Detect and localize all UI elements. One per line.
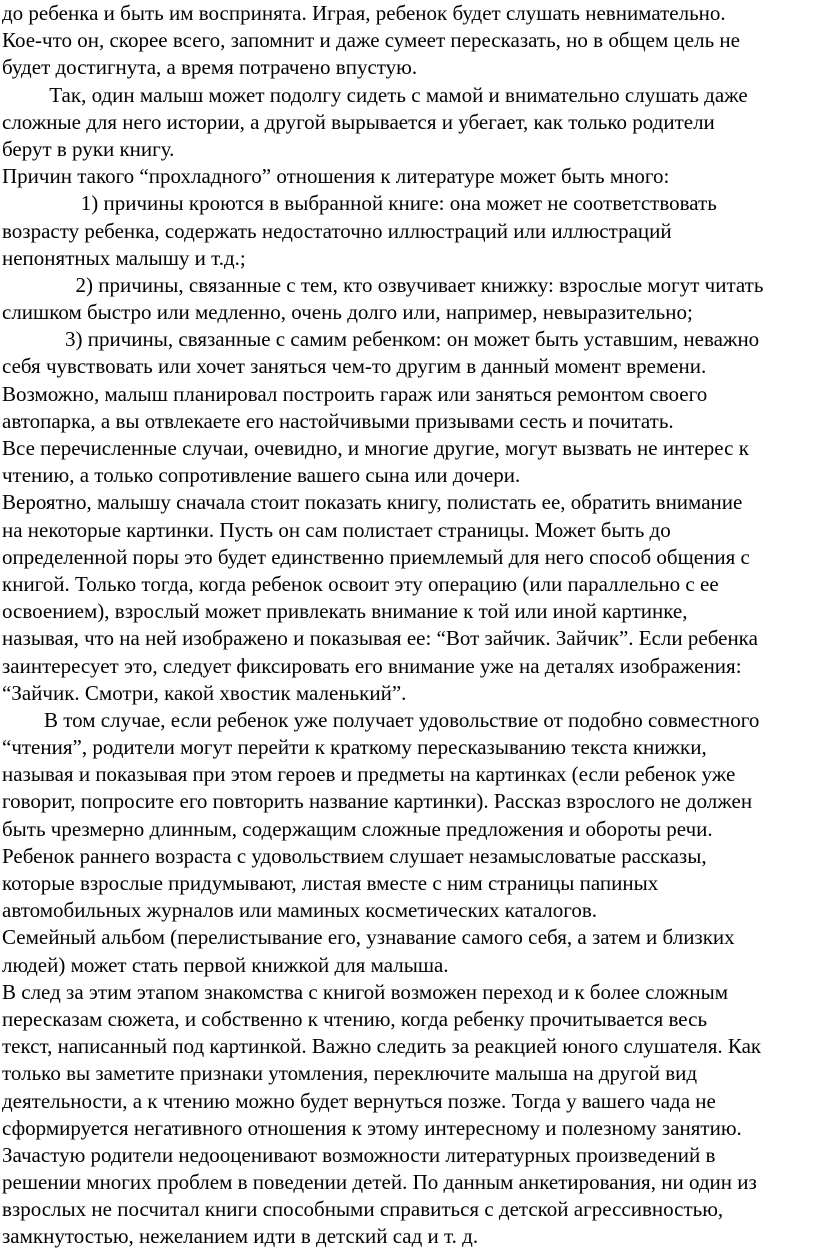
text-line: быть чрезмерно длинным, содержащим сложные предложения и обороты речи. — [2, 816, 713, 841]
text-line: чтению, а только сопротивление вашего сына или дочери. — [2, 463, 521, 488]
text-line: В след за этим этапом знакомства с книгой возможен переход и к более сложным — [2, 979, 729, 1004]
text-line: Ребенок раннего возраста с удовольствием слушает незамысловатые рассказы, — [2, 843, 707, 868]
text-line: Кое-что он, скорее всего, запомнит и даже сумеет пересказать, но в общем цель не — [2, 28, 740, 53]
text-line: берут в руки книгу. — [2, 136, 175, 161]
text-line: книгой. Только тогда, когда ребенок освоит эту операцию (или параллельно с ее — [2, 571, 719, 596]
text-line: непонятных малышу и т.д.; — [2, 245, 246, 270]
text-line: решении многих проблем в поведении детей. По данным анкетирования, ни один из — [2, 1170, 757, 1195]
text-line: говорит, попросите его повторить название картинки). Рассказ взрослого не должен — [2, 789, 753, 814]
text-line: Так, один малыш может подолгу сидеть с мамой и внимательно слушать даже — [2, 82, 748, 107]
text-line: заинтересует это, следует фиксировать его внимание уже на деталях изображения: — [2, 653, 742, 678]
text-line: которые взрослые придумывают, листая вместе с ним страницы папиных — [2, 871, 659, 895]
text-line: деятельности, а к чтению можно будет вернуться позже. Тогда у вашего чада не — [2, 1088, 716, 1113]
text-line: текст, написанный под картинкой. Важно следить за реакцией юного слушателя. Как — [2, 1034, 762, 1059]
text-line: будет достигнута, а время потрачено впустую. — [2, 55, 418, 80]
text-line: автомобильных журналов или маминых косметических каталогов. — [2, 898, 598, 923]
text-line: Возможно, малыш планировал построить гараж или заняться ремонтом своего — [2, 381, 708, 406]
text-line: Все перечисленные случаи, очевидно, и многие другие, могут вызвать не интерес к — [2, 436, 749, 460]
text-line: на некоторые картинки. Пусть он сам полистает страницы. Может быть до — [2, 517, 671, 542]
text-line: себя чувствовать или хочет заняться чем-то другим в данный момент времени. — [2, 354, 707, 379]
text-line: только вы заметите признаки утомления, переключите малыша на другой вид — [2, 1061, 698, 1086]
text-line: называя и показывая при этом героев и предметы на картинках (если ребенок уже — [2, 762, 736, 787]
text-line: Причин такого “прохладного” отношения к литературе может быть много: — [2, 164, 670, 189]
text-line: определенной поры это будет единственно приемлемый для него способ общения с — [2, 544, 750, 569]
text-line: называя, что на ней изображено и показывая ее: “Вот зайчик. Зайчик”. Если ребенка — [2, 626, 758, 651]
text-line: “чтения”, родители могут перейти к краткому пересказыванию текста книжки, — [2, 735, 707, 760]
text-line: возрасту ребенка, содержать недостаточно иллюстраций или иллюстраций — [2, 218, 672, 243]
text-line: Вероятно, малышу сначала стоит показать книгу, полистать ее, обратить внимание — [2, 490, 743, 515]
text-line: 1) причины кроются в выбранной книге: она может не соответствовать — [2, 191, 717, 216]
text-line: пересказам сюжета, и собственно к чтению, когда ребенку прочитывается весь — [2, 1006, 708, 1031]
text-line: автопарка, а вы отвлекаете его настойчивыми призывами сесть и почитать. — [2, 408, 674, 433]
text-line: 3) причины, связанные с самим ребенком: он может быть уставшим, неважно — [2, 327, 760, 352]
text-line: сформируется негативного отношения к этому интересному и полезному занятию. — [2, 1115, 742, 1140]
text-line: замкнутостью, нежеланием идти в детский сад и т. д. — [2, 1224, 479, 1249]
text-line: сложные для него истории, а другой вырывается и убегает, как только родители — [2, 109, 715, 134]
text-line: 2) причины, связанные с тем, кто озвучивает книжку: взрослые могут читать — [2, 272, 764, 297]
text-line: до ребенка и быть им воспринята. Играя, ребенок будет слушать невнимательно. — [2, 1, 726, 25]
text-line: взрослых не посчитал книги способными справиться с детской агрессивностью, — [2, 1197, 724, 1222]
document-body — [2, 0, 812, 1251]
text-line: “Зайчик. Смотри, какой хвостик маленький”. — [2, 680, 407, 705]
text-line: освоением), взрослый может привлекать внимание к той или иной картинке, — [2, 599, 688, 624]
text-line: Семейный альбом (перелистывание его, узнавание самого себя, а затем и близких — [2, 925, 735, 950]
text-line: слишком быстро или медленно, очень долго или, например, невыразительно; — [2, 300, 693, 325]
text-line: Зачастую родители недооценивают возможности литературных произведений в — [2, 1142, 716, 1167]
text-line: В том случае, если ребенок уже получает удовольствие от подобно совместного — [2, 707, 760, 732]
text-line: людей) может стать первой книжкой для малыша. — [2, 952, 449, 977]
